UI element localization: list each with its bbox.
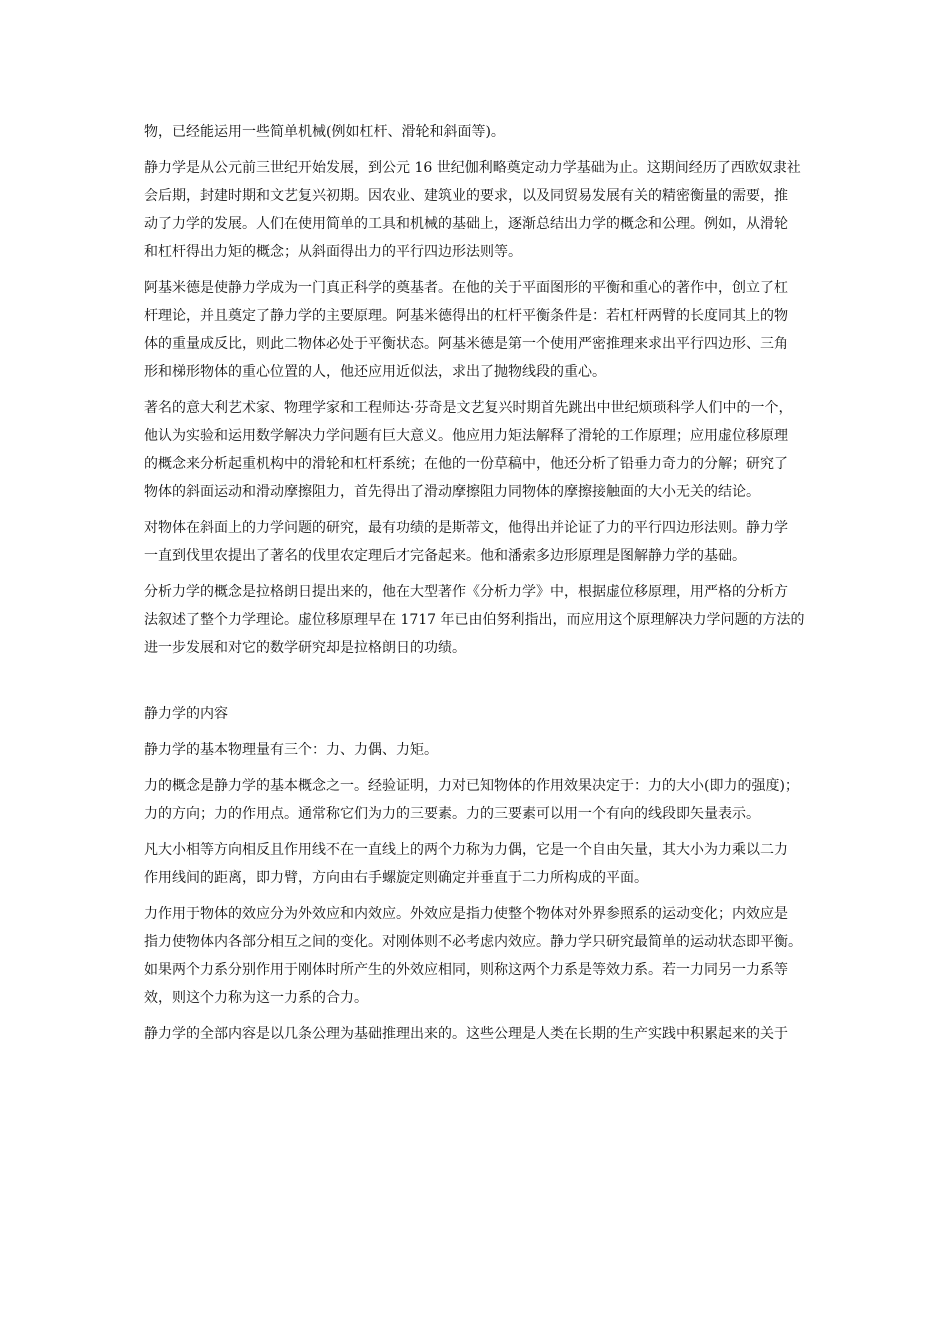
text-line: 物，已经能运用一些简单机械(例如杠杆、滑轮和斜面等)。 — [144, 124, 505, 140]
paragraph-couple — [144, 836, 810, 892]
document-page — [144, 118, 810, 1048]
paragraph-intro-continuation — [144, 118, 810, 146]
paragraph-archimedes — [144, 274, 810, 386]
paragraph-lagrange — [144, 578, 810, 662]
paragraph-axioms — [144, 1020, 810, 1048]
text-line: 法叙述了整个力学理论。虚位移原理早在 1717 年已由伯努利指出，而应用这个原理解决力学问题的方法的 — [144, 612, 805, 628]
text-line: 阿基米德是使静力学成为一门真正科学的奠基者。在他的关于平面图形的平衡和重心的著作中，创立了杠 — [144, 280, 788, 296]
text-line: 动了力学的发展。人们在使用简单的工具和机械的基础上，逐渐总结出力学的概念和公理。例如，从滑轮 — [144, 216, 788, 232]
paragraph-basic-quantities — [144, 736, 810, 764]
text-line: 凡大小相等方向相反且作用线不在一直线上的两个力称为力偶，它是一个自由矢量，其大小为力乘以二力 — [144, 842, 788, 858]
text-line: 如果两个力系分别作用于刚体时所产生的外效应相同，则称这两个力系是等效力系。若一力同另一力系等 — [144, 962, 788, 978]
section-heading: 静力学的内容 — [144, 706, 228, 722]
text-line: 著名的意大利艺术家、物理学家和工程师达·芬奇是文艺复兴时期首先跳出中世纪烦琐科学人们中的一个， — [144, 400, 793, 416]
text-line: 静力学的全部内容是以几条公理为基础推理出来的。这些公理是人类在长期的生产实践中积累起来的关于 — [144, 1026, 788, 1042]
paragraph-force-concept — [144, 772, 810, 828]
paragraph-statics-history — [144, 154, 810, 266]
text-line: 形和梯形物体的重心位置的人，他还应用近似法，求出了抛物线段的重心。 — [144, 364, 606, 380]
text-line: 一直到伐里农提出了著名的伐里农定理后才完备起来。他和潘索多边形原理是图解静力学的基础。 — [144, 548, 746, 564]
text-line: 力的方向；力的作用点。通常称它们为力的三要素。力的三要素可以用一个有向的线段即矢量表示。 — [144, 806, 760, 822]
text-line: 力作用于物体的效应分为外效应和内效应。外效应是指力使整个物体对外界参照系的运动变化；内效应是 — [144, 906, 788, 922]
text-line: 杆理论，并且奠定了静力学的主要原理。阿基米德得出的杠杆平衡条件是：若杠杆两臂的长度同其上的物 — [144, 308, 788, 324]
text-line: 体的重量成反比，则此二物体必处于平衡状态。阿基米德是第一个使用严密推理来求出平行四边形、三角 — [144, 336, 788, 352]
text-line: 分析力学的概念是拉格朗日提出来的，他在大型著作《分析力学》中，根据虚位移原理，用严格的分析方 — [144, 584, 788, 600]
text-line: 他认为实验和运用数学解决力学问题有巨大意义。他应用力矩法解释了滑轮的工作原理；应用虚位移原理 — [144, 428, 788, 444]
text-line: 的概念来分析起重机构中的滑轮和杠杆系统；在他的一份草稿中，他还分析了铅垂力奇力的分解；研究了 — [144, 456, 788, 472]
text-line: 进一步发展和对它的数学研究却是拉格朗日的功绩。 — [144, 640, 466, 656]
text-line: 作用线间的距离，即力臂，方向由右手螺旋定则确定并垂直于二力所构成的平面。 — [144, 870, 648, 886]
text-line: 和杠杆得出力矩的概念；从斜面得出力的平行四边形法则等。 — [144, 244, 522, 260]
text-line: 静力学的基本物理量有三个：力、力偶、力矩。 — [144, 742, 438, 758]
text-line: 对物体在斜面上的力学问题的研究，最有功绩的是斯蒂文，他得出并论证了力的平行四边形法则。静力学 — [144, 520, 788, 536]
paragraph-stevin — [144, 514, 810, 570]
text-line: 静力学是从公元前三世纪开始发展，到公元 16 世纪伽利略奠定动力学基础为止。这期间经历了西欧奴隶社 — [144, 160, 801, 176]
text-line: 效，则这个力称为这一力系的合力。 — [144, 990, 368, 1006]
text-line: 会后期，封建时期和文艺复兴初期。因农业、建筑业的要求，以及同贸易发展有关的精密衡量的需要，推 — [144, 188, 788, 204]
text-line: 指力使物体内各部分相互之间的变化。对刚体则不必考虑内效应。静力学只研究最简单的运动状态即平衡。 — [144, 934, 802, 950]
text-line: 力的概念是静力学的基本概念之一。经验证明，力对已知物体的作用效果决定于：力的大小(即力的强度)； — [144, 778, 799, 794]
paragraph-force-effects — [144, 900, 810, 1012]
paragraph-da-vinci — [144, 394, 810, 506]
text-line: 物体的斜面运动和滑动摩擦阻力，首先得出了滑动摩擦阻力同物体的摩擦接触面的大小无关的结论。 — [144, 484, 760, 500]
